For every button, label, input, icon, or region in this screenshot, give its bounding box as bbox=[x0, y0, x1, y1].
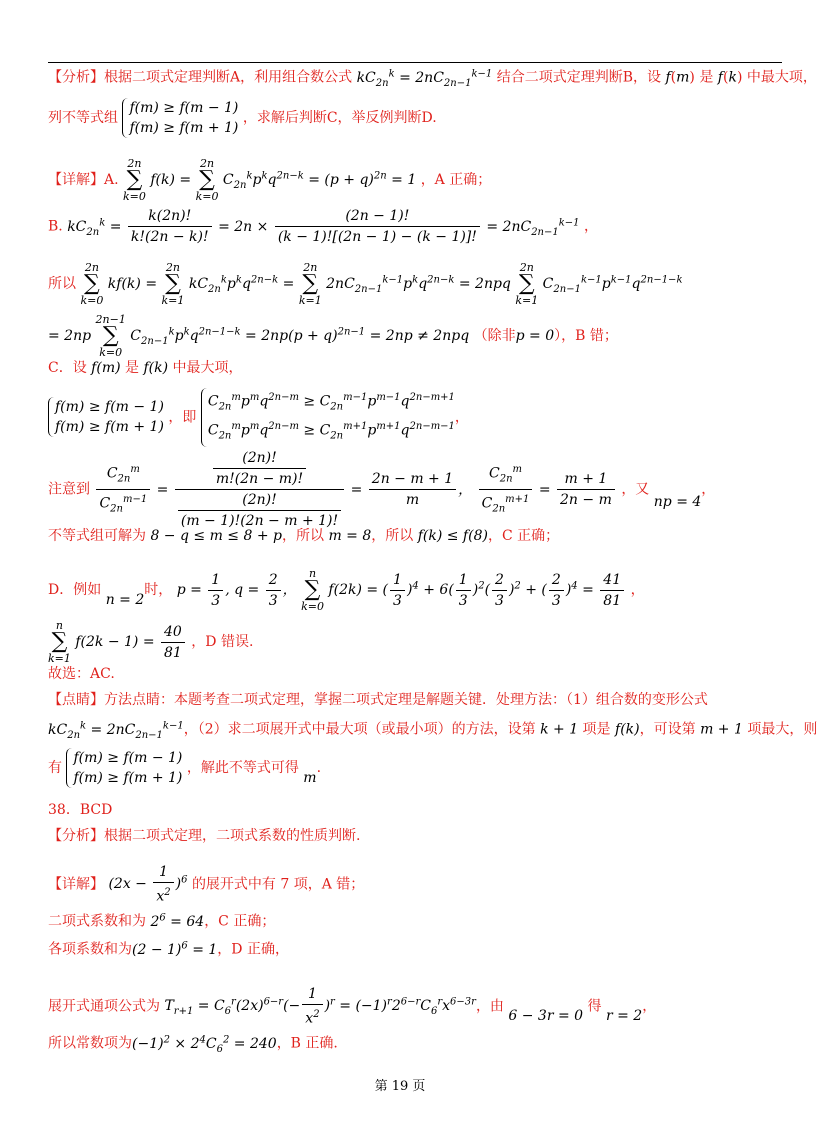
b-neq-post: ），B 错； bbox=[554, 328, 618, 344]
tip-tag: 【点睛】 bbox=[48, 692, 104, 708]
d-formula: p = $\frac{1}{3}$ , q = $\frac{2}{3}$ ， n ∑ k=0 f(2k) = ( $\frac{1}{3}$ )$^4$ + 6( $\frac{1}{3}$ )$^2$( $\frac{2}{3}$ )$^2$ + ( $\frac{2}{3}$ )$^4$ = $\frac{41}{81}$ bbox=[177, 582, 631, 598]
a38-line bbox=[48, 826, 360, 846]
analysis-line2 bbox=[48, 98, 437, 138]
a38-text: 根据二项式定理，二项式系数的性质判断. bbox=[104, 828, 361, 844]
d38-line2-pre: 二项式系数和为 bbox=[48, 913, 146, 930]
detail-c-notice-line: 注意到 $\frac{C_{2n}^m}{C_{2n}^{m-1}}$ = $\frac{\frac{(2n)!}{m!(2n - m)!}}{\frac{(2n)!}{(m - 1)!(2n - m + 1)!}}$ = $\frac{2n - m + 1}{m}$ ， $\frac{C_{2n}^m}{C_{2n}^{m+1}}$ = $\frac{m + 1}{2n - m}$ ，又 np = 4， bbox=[48, 450, 716, 529]
c-solve-mid2: ，所以 bbox=[371, 528, 414, 544]
d38-line2: 二项式系数和为 $2^6 = 64$，C 正确； bbox=[48, 912, 276, 930]
suoyi-label: 所以 bbox=[48, 276, 76, 292]
c-you: ，又 bbox=[621, 481, 650, 498]
c-notice: 注意到 bbox=[48, 481, 90, 498]
d-post2: ，D 错误. bbox=[191, 634, 254, 650]
page-number: 第 19 页 bbox=[374, 1079, 426, 1094]
detail-d-line2 bbox=[48, 620, 253, 664]
detail-c-solve-line: 不等式组可解为 8 − q ≤ m ≤ 8 + p，所以 m = 8，所以 f(k) ≤ f(8)，C 正确； bbox=[48, 528, 560, 544]
d38-line5-post: ，B 正确. bbox=[276, 1035, 338, 1052]
detail-tag: 【详解】 bbox=[48, 172, 104, 188]
tip-m: m bbox=[303, 770, 317, 786]
d-pre: D．例如 bbox=[48, 582, 102, 598]
d38-line1 bbox=[48, 862, 364, 907]
detail-b-line bbox=[48, 206, 598, 247]
c-solve-pre: 不等式组可解为 bbox=[48, 528, 146, 544]
tip-line3-post: ，解此不等式可得 bbox=[186, 760, 299, 776]
c-solve-mid1: ，所以 bbox=[282, 528, 324, 544]
tip-line2: $kC_{2n}^k = 2nC_{2n-1}^{k-1}$，（2）求二项展开式中最大项（或最小项）的方法，设第 k + 1 项是 f(k)，可设第 m + 1 项最大，则 bbox=[48, 720, 817, 741]
c-ratio-formula: $\frac{C_{2n}^m}{C_{2n}^{m-1}}$ = $\frac{\frac{(2n)!}{m!(2n - m)!}}{\frac{(2n)!}{(m - 1)!(2n - m + 1)!}}$ = $\frac{2n - m + 1}{m}$ ， $\frac{C_{2n}^m}{C_{2n}^{m+1}}$ = $\frac{m + 1}{2n - m}$ bbox=[94, 482, 621, 498]
detail-c-ineq-line: f(m) ≥ f(m − 1) f(m) ≥ f(m + 1) ，即 $C_{2n}^mp^mq^{2n-m} \ge C_{2n}^{m-1}p^{m-1}q^{2n-m+1}$ $C_{2n}^mp^mq^{2n-m} \ge C_{2n}^{m+1}p^{m+1}q^{2n-m-1}$， bbox=[48, 388, 469, 447]
detail-a-post: ，A 正确； bbox=[420, 172, 492, 188]
c-solve-post: ，C 正确； bbox=[487, 528, 560, 544]
header-rule bbox=[48, 62, 782, 63]
analysis-line1 bbox=[48, 64, 817, 93]
ineq-system: f(m) ≥ f(m − 1) f(m) ≥ f(m + 1) bbox=[122, 98, 238, 138]
d38-line3-pre: 各项系数和为 bbox=[48, 941, 132, 958]
detail-b-label: B. bbox=[48, 218, 63, 235]
c-ji: ，即 bbox=[168, 409, 197, 426]
d-shi: 时， bbox=[144, 582, 173, 598]
detail-a-label: A. bbox=[104, 172, 119, 188]
d-post1: ， bbox=[630, 582, 645, 598]
detail-b-sum-line bbox=[48, 262, 683, 306]
d38-line4-end: ， bbox=[642, 998, 657, 1015]
choose-line: 故选：AC. bbox=[48, 666, 115, 682]
detail-a-formula: 2n ∑ k=0 f(k) = 2n ∑ k=0 $C_{2n}^kp^kq^{2n-k} = (p + q)^{2n} = 1$ bbox=[123, 157, 421, 203]
tip-ineq-system: f(m) ≥ f(m − 1) f(m) ≥ f(m + 1) bbox=[66, 748, 182, 788]
d-n: n = 2 bbox=[105, 592, 145, 608]
detail-d-line bbox=[48, 568, 645, 612]
tip-text1: 方法点睛：本题考查二项式定理，掌握二项式定理是解题关键．处理方法：（1）组合数的变形公式 bbox=[104, 692, 708, 708]
detail-b-result-formula: = 2np 2n−1 ∑ k=0 $C_{2n-1}^kp^kq^{2n-1-k} = 2np(p + q)^{2n-1} = 2np \ne 2npq$ bbox=[48, 313, 474, 359]
d38-line4-pre: 展开式通项公式为 bbox=[48, 998, 160, 1015]
detail-b-post: ， bbox=[584, 218, 598, 235]
c-ineq-system: f(m) ≥ f(m − 1) f(m) ≥ f(m + 1) bbox=[48, 397, 164, 437]
detail-b-formula: $kC_{2n}^k$ = $\frac{k(2n)!}{k!(2n - k)!}$ = 2n × $\frac{(2n - 1)!}{(k - 1)![(2n - 1) - (k - 1)]!}$ = $2nC_{2n-1}^{k-1}$ bbox=[67, 208, 580, 245]
detail-b-sum-formula: 2n ∑ k=0 kf(k) = 2n ∑ k=1 $kC_{2n}^kp^kq^{2n-k} = 2n$ ∑ k=1 $2nC_{2n-1}^{k-1}p^kq^{2n-k} = 2npq$ 2n ∑ k=1 $C_{2n-1}^{k-1}p^{k-1}q^{2n-1-k}$ bbox=[80, 261, 683, 307]
d38-line5-pre: 所以常数项为 bbox=[48, 1035, 132, 1052]
c-ineq-expanded: $C_{2n}^mp^mq^{2n-m} \ge C_{2n}^{m-1}p^{m-1}q^{2n-m+1}$ $C_{2n}^mp^mq^{2n-m} \ge C_{2n}^{m+1}p^{m+1}q^{2n-m-1}$ bbox=[201, 388, 455, 447]
analysis-line2-pre: 列不等式组 bbox=[48, 110, 118, 126]
d38-line4: 展开式通项公式为 $T_{r+1} = C_6^r(2x)^{6-r}(-$ $\frac{1}{x^2}$ )$^r = (-1)^r2^{6-r}C_6^rx^{6-3r}$，由 6 − 3r = 0 得 r = 2， bbox=[48, 986, 657, 1027]
d38-tag: 【详解】 bbox=[48, 876, 104, 893]
detail-c-intro: C．设 f(m) 是 f(k) 中最大项， bbox=[48, 360, 243, 376]
d-formula2: n ∑ k=1 f(2k − 1) = $\frac{40}{81}$ bbox=[48, 634, 191, 650]
b-neq-open: （除非 bbox=[473, 328, 516, 344]
a38-tag: 【分析】 bbox=[48, 828, 104, 844]
d38-line4-you: ，由 bbox=[475, 998, 504, 1015]
d38-post: 的展开式中有 7 项，A 错； bbox=[191, 876, 365, 893]
d38-line4-de: 得 bbox=[587, 998, 602, 1015]
analysis-line2-post: ，求解后判断C，举反例判断D. bbox=[242, 110, 437, 126]
tip-line3: 有 f(m) ≥ f(m − 1) f(m) ≥ f(m + 1) ，解此不等式可得 m. bbox=[48, 750, 322, 786]
d38-line3-post: ，D 正确， bbox=[217, 941, 289, 958]
c-np: np = 4 bbox=[653, 493, 702, 510]
d38-expr: (2x − $\frac{1}{x^2}$ )$^6$ bbox=[108, 864, 188, 905]
detail-b-result-line bbox=[48, 314, 618, 358]
b-neq-cond: p = 0 bbox=[515, 328, 555, 344]
tip-line1 bbox=[48, 690, 708, 710]
analysis-tag: 【分析】 bbox=[48, 69, 104, 86]
d38-line5: 所以常数项为$(-1)^2 \times 2^4C_6^2 = 240$，B 正确. bbox=[48, 1034, 338, 1055]
q38-line: 38．BCD bbox=[48, 802, 113, 818]
d38-line2-post: ，C 正确； bbox=[204, 913, 276, 930]
d38-general-term: $T_{r+1} = C_6^r(2x)^{6-r}(-$ $\frac{1}{x^2}$ )$^r = (-1)^r2^{6-r}C_6^rx^{6-3r}$ bbox=[164, 986, 476, 1027]
detail-a-line bbox=[48, 158, 491, 202]
d38-line3: 各项系数和为$(2 - 1)^6 = 1$，D 正确， bbox=[48, 940, 289, 958]
analysis-text1: 根据二项式定理判断A，利用组合数公式 $kC_{2n}^k = 2nC_{2n-1}^{k-1}$ 结合二项式定理判断B，设 f(m) 是 f(k) 中最大项， bbox=[104, 68, 817, 89]
tip-line3-pre: 有 bbox=[48, 760, 62, 776]
